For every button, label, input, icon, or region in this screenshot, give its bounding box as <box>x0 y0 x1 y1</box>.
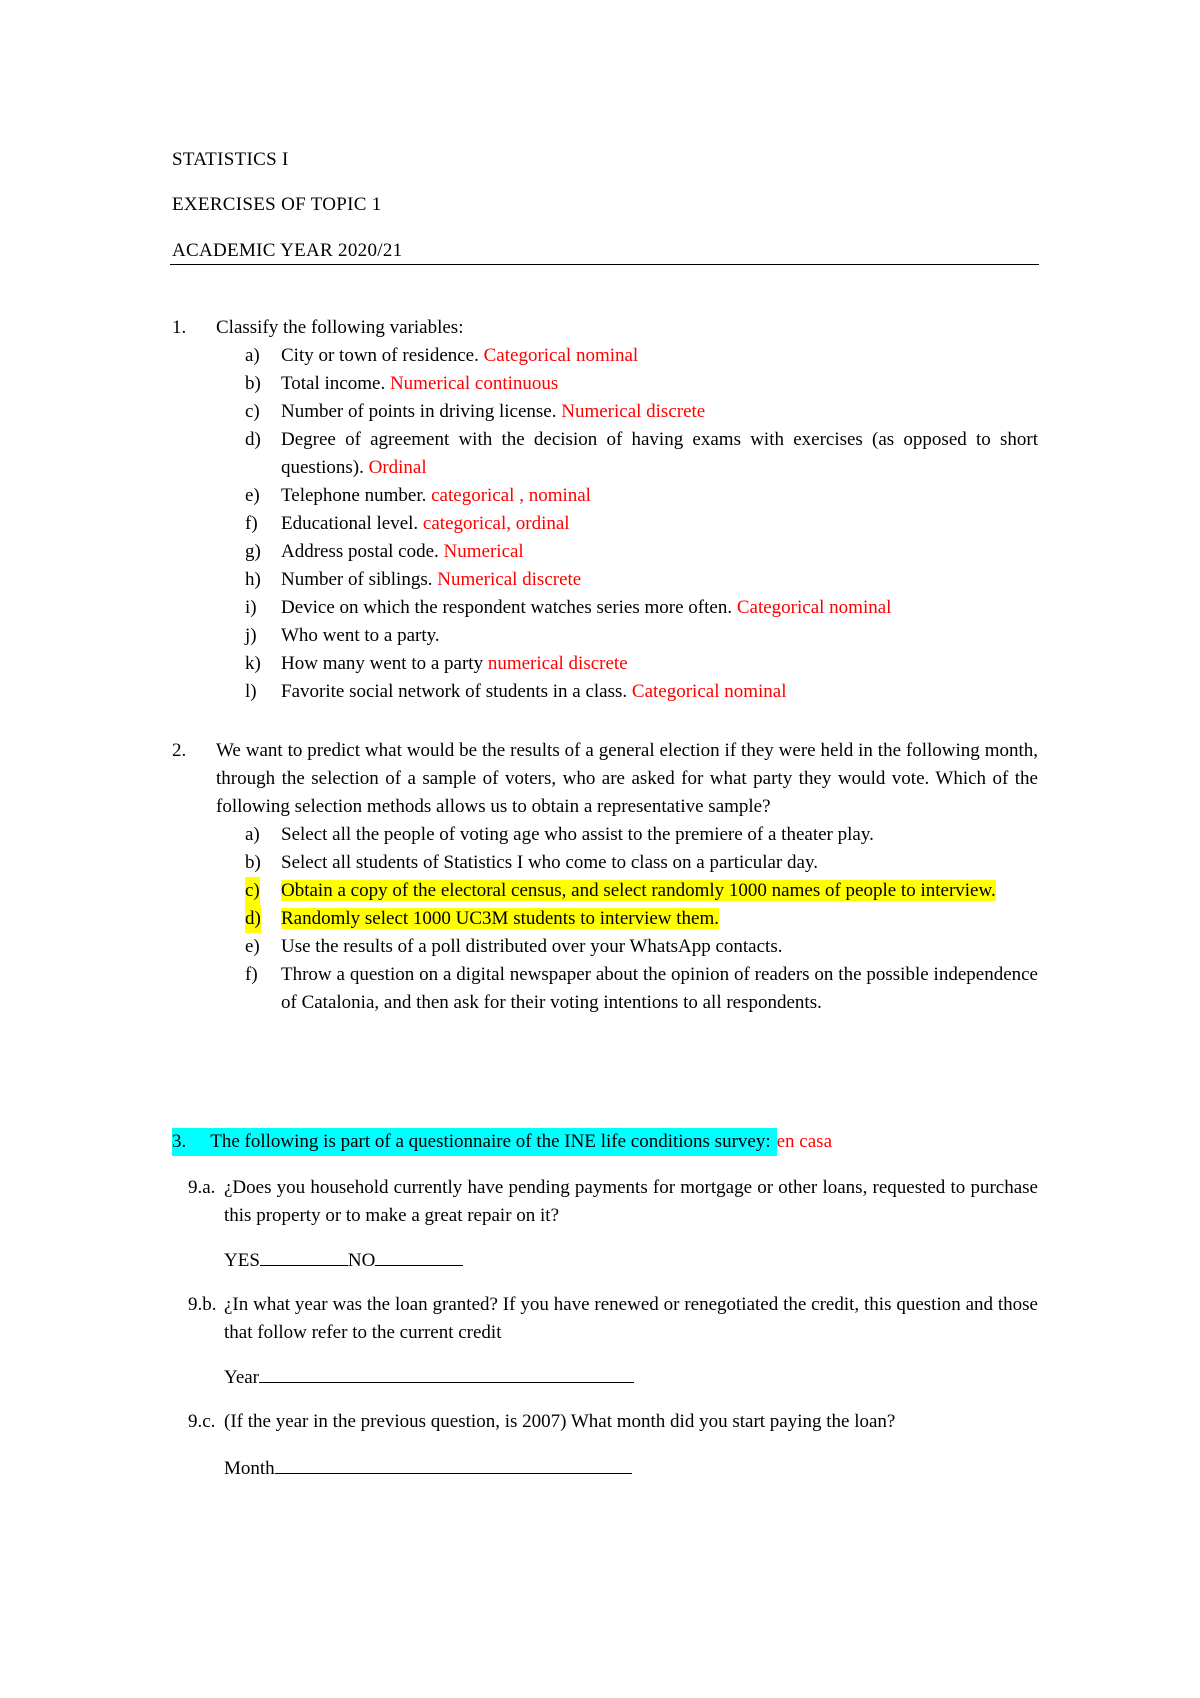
month-label: Month <box>224 1458 275 1479</box>
item-text: (If the year in the previous question, is 2007) What month did you start paying the loan? <box>224 1411 896 1432</box>
item-answer: Numerical discrete <box>561 401 706 422</box>
item-text: Select all students of Statistics I who come to class on a particular day. <box>281 852 818 873</box>
month-answer <box>224 1453 632 1483</box>
course-title: STATISTICS I <box>172 149 289 170</box>
item-text: Educational level. <box>281 513 423 534</box>
item-answer: Categorical nominal <box>483 345 639 366</box>
item-answer: Categorical nominal <box>736 597 892 618</box>
item-label: 9.b. <box>188 1294 217 1315</box>
item-text: ¿In what year was the loan granted? If you have renewed or renegotiated the credit, this question and those that follow refer to the current credit <box>224 1294 1038 1343</box>
item-text: How many went to a party <box>281 653 488 674</box>
list-item <box>245 398 1038 426</box>
item-label: a) <box>245 824 260 845</box>
item-answer: Numerical continuous <box>389 373 559 394</box>
item-label: g) <box>245 541 261 562</box>
item-text: City or town of residence. <box>281 345 484 366</box>
item-text: Address postal code. <box>281 541 444 562</box>
question-number: 3. <box>172 1131 187 1152</box>
item-label: d) <box>245 905 261 933</box>
survey-item-9c <box>188 1408 1038 1436</box>
list-item <box>245 482 1038 510</box>
item-label: d) <box>245 429 261 450</box>
list-item <box>245 622 1038 650</box>
list-item <box>245 650 1038 678</box>
yes-label: YES <box>224 1250 260 1271</box>
item-label: f) <box>245 513 258 534</box>
question-2 <box>172 737 1038 1017</box>
item-answer: numerical discrete <box>487 653 628 674</box>
item-label: a) <box>245 345 260 366</box>
item-text: Favorite social network of students in a class. <box>281 681 632 702</box>
item-text: Randomly select 1000 UC3M students to interview them. <box>281 908 720 929</box>
exercise-title: EXERCISES OF TOPIC 1 <box>172 194 382 215</box>
item-label: j) <box>245 625 257 646</box>
question-note: en casa <box>776 1131 833 1152</box>
list-item <box>245 678 1038 706</box>
list-item <box>245 849 1038 877</box>
item-text: Number of points in driving license. <box>281 401 562 422</box>
month-blank[interactable] <box>275 1453 632 1474</box>
item-text: Use the results of a poll distributed over your WhatsApp contacts. <box>281 936 783 957</box>
question-text: Classify the following variables: <box>216 317 464 338</box>
item-label: c) <box>245 877 260 905</box>
item-answer: Categorical nominal <box>631 681 787 702</box>
year-blank[interactable] <box>259 1362 634 1383</box>
survey-item-9b <box>188 1291 1038 1347</box>
item-label: i) <box>245 597 257 618</box>
item-label: b) <box>245 373 261 394</box>
question-text: We want to predict what would be the results of a general election if they were held in the following month, through the selection of a sample of voters, who are asked for what party they would vote. Which of the following selection methods allows us to obtain a representative sample? <box>216 740 1038 817</box>
question-1 <box>172 314 1038 706</box>
item-answer: categorical, ordinal <box>422 513 570 534</box>
list-item <box>245 821 1038 849</box>
item-label: c) <box>245 401 260 422</box>
item-text: Degree of agreement with the decision of having exams with exercises (as opposed to short questions). <box>281 429 1038 478</box>
item-label: e) <box>245 485 260 506</box>
question-text: The following is part of a questionnaire of the INE life conditions survey: <box>210 1131 771 1152</box>
item-label: h) <box>245 569 261 590</box>
item-text: ¿Does you household currently have pending payments for mortgage or other loans, requested to purchase this property or to make a great repair on it? <box>224 1177 1038 1226</box>
item-label: f) <box>245 964 258 985</box>
list-item <box>245 342 1038 370</box>
list-item <box>245 961 1038 1017</box>
year-answer <box>224 1362 634 1392</box>
survey-item-9a <box>188 1174 1038 1230</box>
item-text: Device on which the respondent watches series more often. <box>281 597 737 618</box>
list-item <box>245 933 1038 961</box>
item-text: Obtain a copy of the electoral census, and select randomly 1000 names of people to interview. <box>281 880 996 901</box>
year-label: Year <box>224 1367 260 1388</box>
item-text: Select all the people of voting age who assist to the premiere of a theater play. <box>281 824 874 845</box>
list-item <box>245 370 1038 398</box>
item-label: l) <box>245 681 257 702</box>
no-label: NO <box>347 1250 376 1271</box>
item-text: Total income. <box>281 373 390 394</box>
header-rule <box>170 264 1039 265</box>
item-label: 9.c. <box>188 1411 216 1432</box>
item-answer: Numerical discrete <box>437 569 582 590</box>
item-text: Number of siblings. <box>281 569 438 590</box>
question-number: 2. <box>172 740 187 761</box>
item-answer: categorical , nominal <box>431 485 591 506</box>
item-answer: Ordinal <box>368 457 427 478</box>
item-label: 9.a. <box>188 1177 216 1198</box>
list-item <box>245 510 1038 538</box>
question-3-highlight <box>172 1128 777 1156</box>
academic-year: ACADEMIC YEAR 2020/21 <box>172 240 403 261</box>
item-answer: Numerical <box>443 541 524 562</box>
list-item <box>245 566 1038 594</box>
list-item <box>245 426 1038 482</box>
list-item-highlighted <box>245 877 1038 905</box>
item-text: Throw a question on a digital newspaper about the opinion of readers on the possible independence of Catalonia, and then ask for their voting intentions to all respondents. <box>281 964 1038 1013</box>
list-item <box>245 538 1038 566</box>
list-item-highlighted <box>245 905 1038 933</box>
question-number: 1. <box>172 317 187 338</box>
item-label: k) <box>245 653 261 674</box>
item-label: b) <box>245 852 261 873</box>
item-label: e) <box>245 936 260 957</box>
question-3 <box>172 1128 832 1156</box>
item-text: Telephone number. <box>281 485 432 506</box>
yes-no-answer <box>224 1245 463 1275</box>
yes-blank[interactable] <box>260 1245 348 1266</box>
no-blank[interactable] <box>375 1245 463 1266</box>
item-text: Who went to a party. <box>281 625 440 646</box>
list-item <box>245 594 1038 622</box>
